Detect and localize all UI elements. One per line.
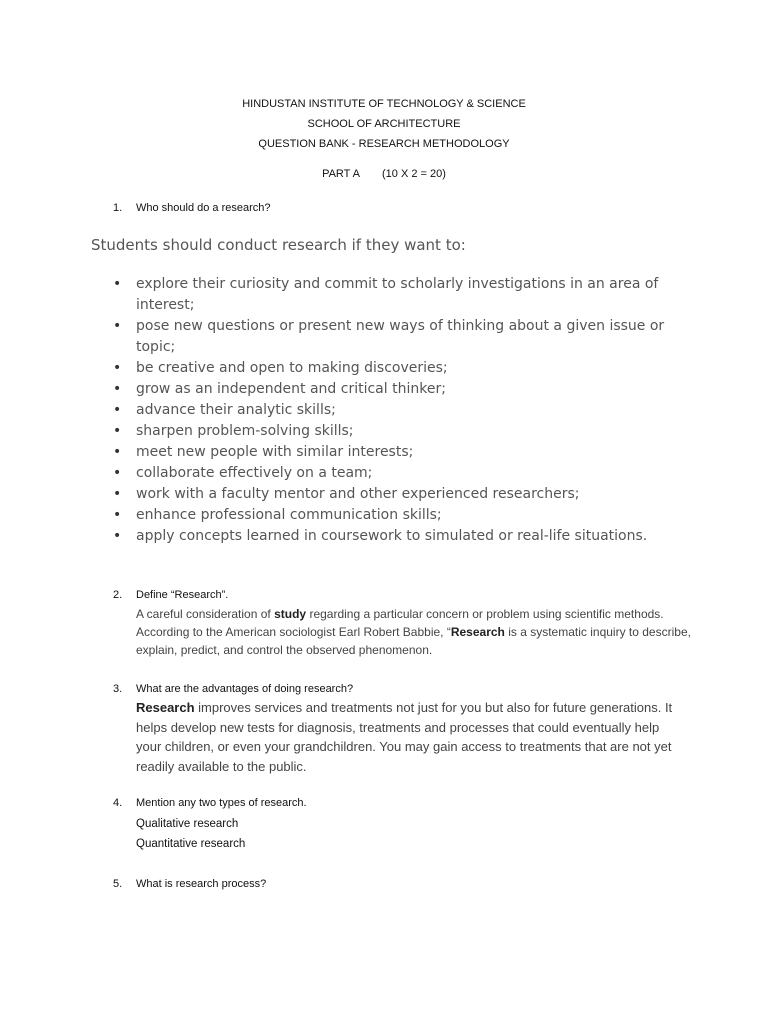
answer-2: A careful consideration of study regarding a particular concern or problem using scientific methods. According to the American sociologist Earl Robert Babbie, “Research is a systematic inquiry to describe, explain, predict, and control the observed phenomenon. [136,607,691,657]
list-item: Quantitative research [136,838,246,850]
bullet-icon: • [113,423,122,439]
list-item: • explore their curiosity and commit to scholarly investigations in an area of interest; [113,276,659,313]
question-number: 2. [113,589,123,601]
question-text: What is research process? [136,878,267,890]
emphasis-study: study [274,607,307,621]
bullet-icon: • [113,276,122,292]
answer-1-bullet-list [113,274,693,547]
bullet-icon: • [113,528,122,544]
list-item: • pose new questions or present new ways of thinking about a given issue or topic; [113,318,665,355]
bullet-icon: • [113,360,122,376]
bullet-icon: • [113,381,122,397]
question-2 [113,587,228,603]
list-item: • advance their analytic skills; [113,400,693,421]
answer-3: Research improves services and treatments not just for you but also for future generations. It helps develop new tests for diagnosis, treatments and processes that could eventually help your children, or even your grandchildren. You may gain access to treatments that are not yet readily available to the public. [136,700,673,774]
bullet-icon: • [113,444,122,460]
bullet-icon: • [113,486,122,502]
question-3 [113,681,353,697]
part-heading [0,166,768,182]
school-name: SCHOOL OF ARCHITECTURE [307,118,461,130]
part-label: PART A [322,168,360,180]
question-text: Who should do a research? [136,202,271,214]
list-item: • grow as an independent and critical thinker; [113,379,693,400]
question-5 [113,876,266,892]
list-item: • enhance professional communication skills; [113,505,693,526]
document-title: QUESTION BANK - RESEARCH METHODOLOGY [258,138,510,150]
answer-4 [136,814,245,854]
bullet-icon: • [113,507,122,523]
bullet-icon: • [113,465,122,481]
bullet-icon: • [113,318,122,334]
question-number: 5. [113,878,123,890]
answer-1-intro: Students should conduct research if they want to: [91,236,466,254]
question-1 [113,200,271,216]
question-number: 4. [113,797,123,809]
document-header [0,94,768,154]
question-number: 1. [113,202,123,214]
question-text: What are the advantages of doing research? [136,683,354,695]
list-item: • work with a faculty mentor and other experienced researchers; [113,484,693,505]
emphasis-research: Research [136,700,195,715]
bullet-icon: • [113,402,122,418]
list-item: • collaborate effectively on a team; [113,463,693,484]
list-item: • meet new people with similar interests; [113,442,693,463]
question-4 [113,795,307,811]
list-item: • apply concepts learned in coursework to simulated or real-life situations. [113,526,693,547]
list-item: Qualitative research [136,818,239,830]
list-item: • be creative and open to making discoveries; [113,358,693,379]
emphasis-research: Research [450,625,505,639]
question-text: Mention any two types of research. [136,797,307,809]
question-text: Define “Research”. [136,589,229,601]
list-item: • sharpen problem-solving skills; [113,421,693,442]
part-marks: (10 X 2 = 20) [382,168,446,180]
question-number: 3. [113,683,123,695]
institution-name: HINDUSTAN INSTITUTE OF TECHNOLOGY & SCIENCE [242,98,526,110]
